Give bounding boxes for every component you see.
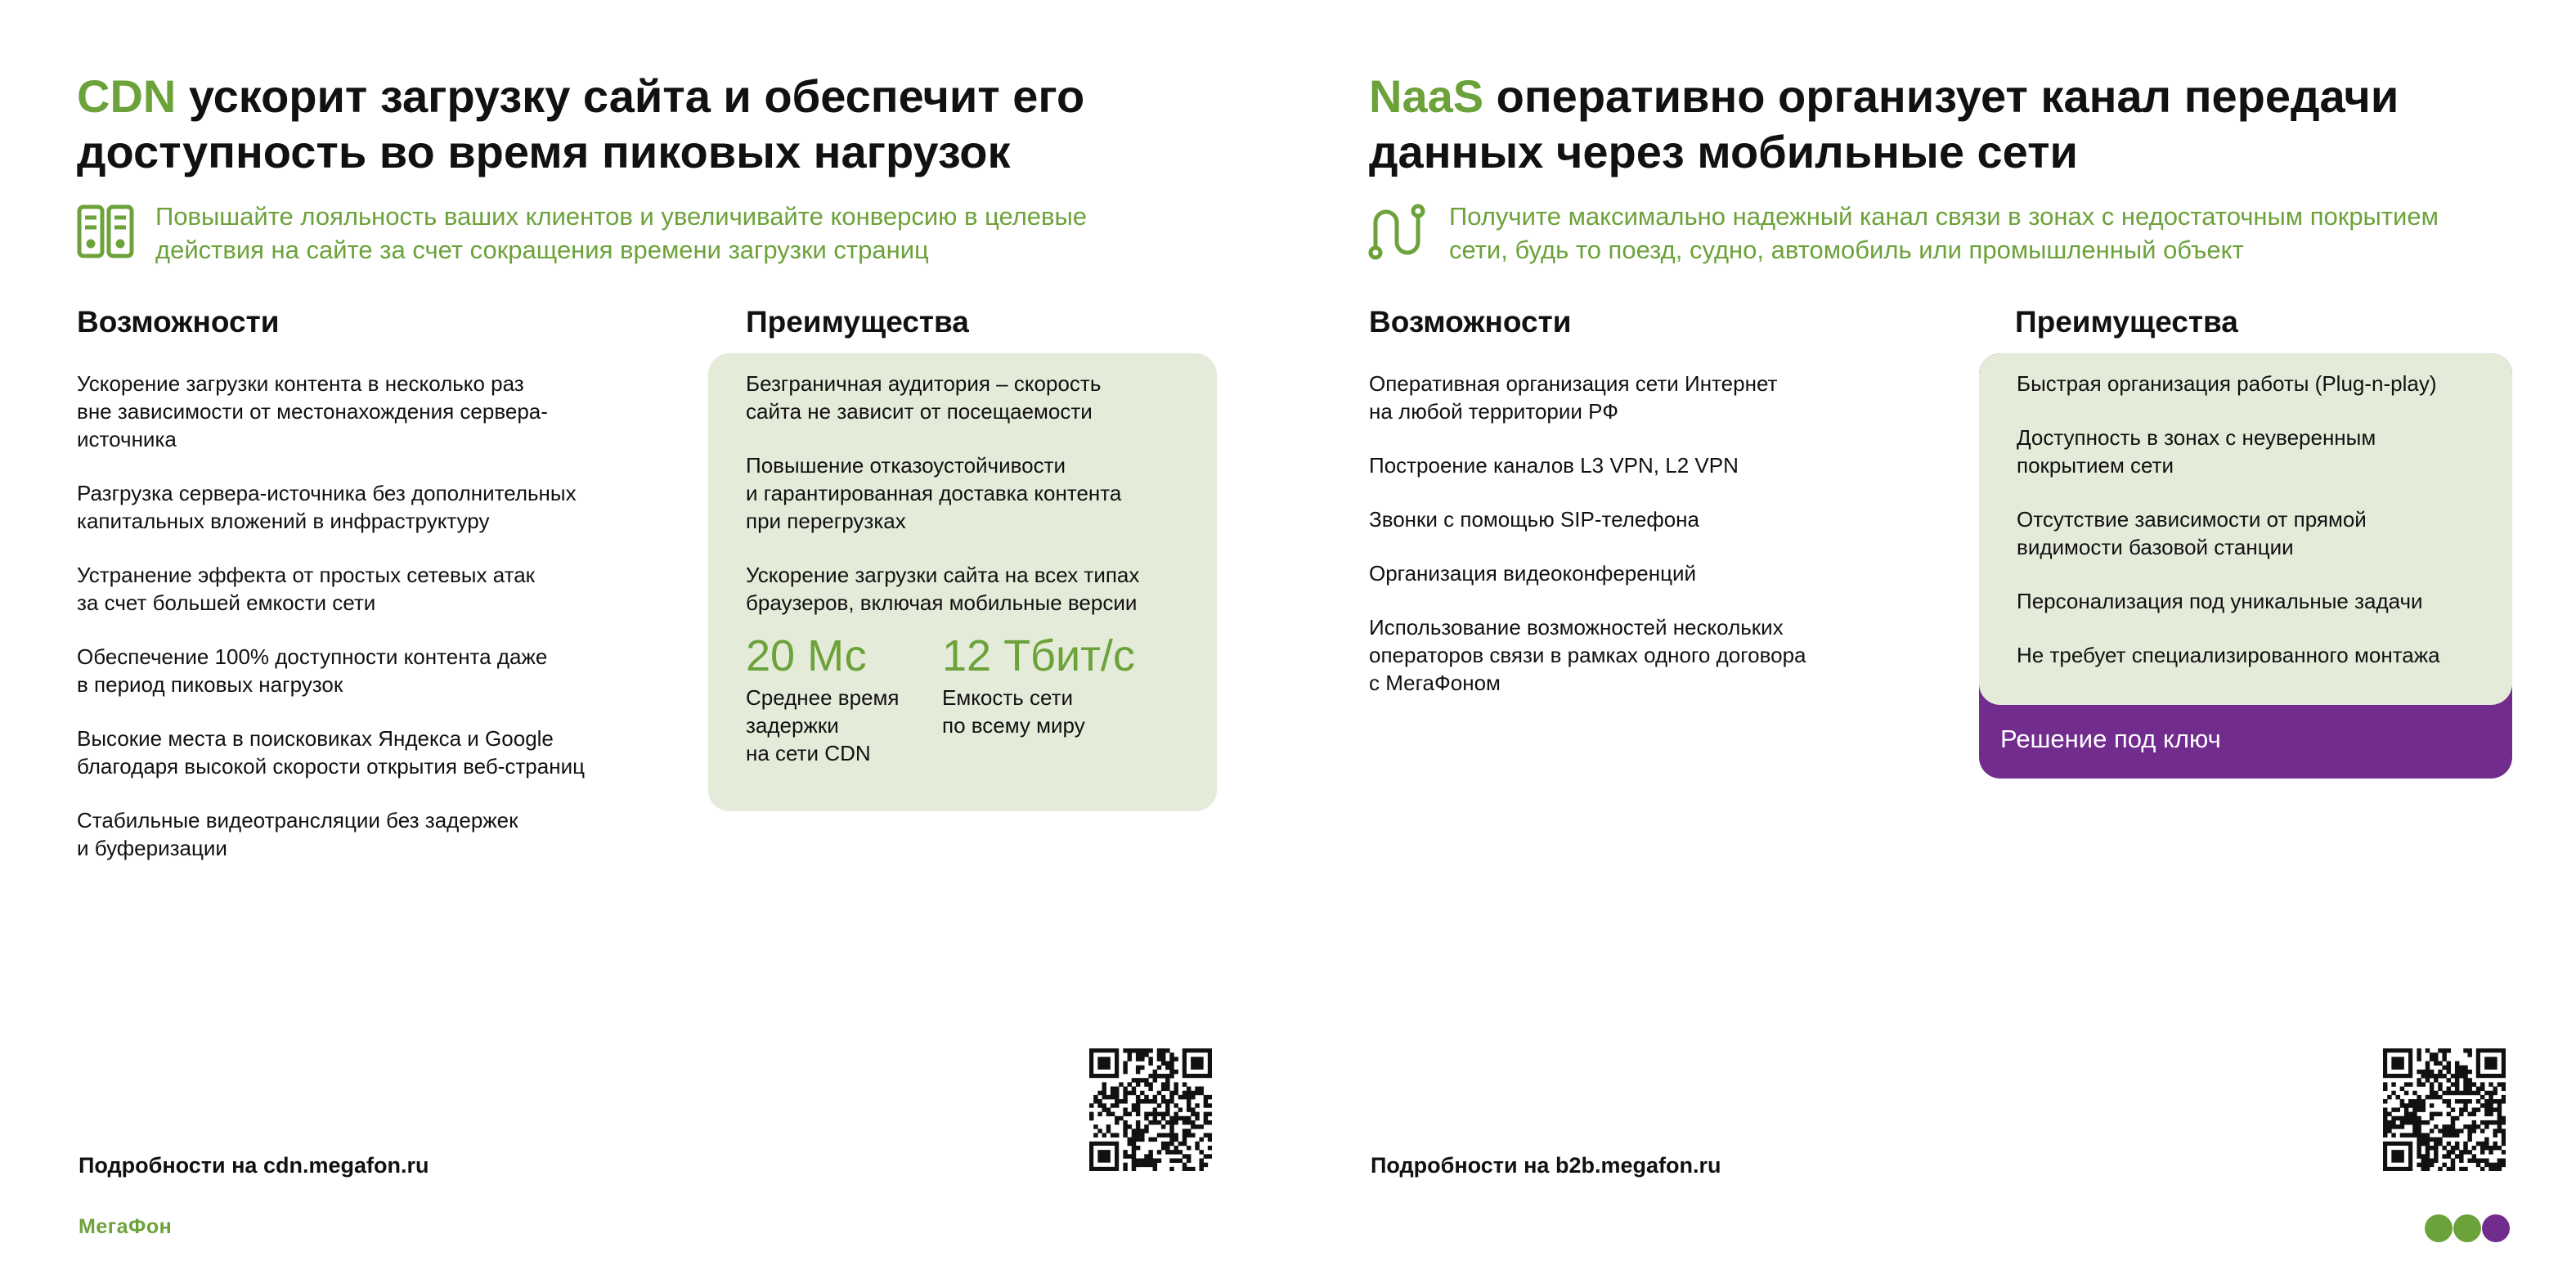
- list-item: Ускорение загрузки сайта на всех типах браузеров, включая мобильные версии: [746, 563, 1140, 615]
- naas-headline-accent: NaaS: [1369, 70, 1484, 122]
- list-item: Разгрузка сервера-источника без дополнительных капитальных вложений в инфраструктуру: [77, 481, 577, 533]
- qr-finder-pattern: [2478, 1051, 2503, 1076]
- cdn-benefits-title: Преимущества: [746, 305, 969, 339]
- stat-capacity-caption: Емкость сети по всему миру: [942, 685, 1085, 738]
- list-item: Отсутствие зависимости от прямой видимости базовой станции: [2017, 507, 2367, 559]
- list-item: Оперативная организация сети Интернет на любой территории РФ: [1369, 371, 1778, 424]
- qr-code-naas: [2383, 1048, 2506, 1171]
- megafon-dots-logo: [2424, 1214, 2512, 1243]
- list-item: Использование возможностей нескольких операторов связи в рамках одного договора с МегаФоном: [1369, 615, 1806, 695]
- qr-finder-pattern: [2385, 1143, 2411, 1169]
- list-item: Доступность в зонах с неуверенным покрытием сети: [2017, 425, 2376, 478]
- server-rack-icon: [77, 204, 134, 258]
- qr-finder-pattern: [1092, 1051, 1117, 1076]
- naas-lead: Получите максимально надежный канал связи в зонах с недостаточным покрытием сети, будь то поезд, судно, автомобиль или промышленный объект: [1449, 202, 2439, 264]
- list-item: Безграничная аудитория – скорость сайта не зависит от посещаемости: [746, 371, 1102, 424]
- naas-features-title: Возможности: [1369, 305, 1572, 339]
- naas-features-list: [1369, 370, 1990, 697]
- list-item: Быстрая организация работы (Plug-n-play): [2017, 371, 2437, 396]
- megafon-logo: МегаФон: [79, 1215, 173, 1238]
- list-item: Персонализация под уникальные задачи: [2017, 589, 2423, 613]
- naas-benefits-card: [1979, 353, 2512, 779]
- list-item: Не требует специализированного монтажа: [2017, 643, 2440, 667]
- qr-finder-pattern: [2385, 1051, 2411, 1076]
- list-item: Построение каналов L3 VPN, L2 VPN: [1369, 453, 1739, 478]
- stat-capacity-value: 12 Тбит/с: [942, 631, 1135, 680]
- list-item: Устранение эффекта от простых сетевых атак за счет большей емкости сети: [77, 563, 536, 615]
- cdn-headline-text: ускорит загрузку сайта и обеспечит его доступность во время пиковых нагрузок: [77, 70, 1085, 177]
- qr-finder-pattern: [1092, 1143, 1117, 1169]
- list-item: Повышение отказоустойчивости и гарантированная доставка контента при перегрузках: [746, 453, 1122, 533]
- list-item: Звонки с помощью SIP-телефона: [1369, 507, 1700, 532]
- naas-headline-text: оперативно организует канал передачи данных через мобильные сети: [1369, 70, 2399, 177]
- cdn-headline: [77, 69, 1254, 180]
- route-icon: [1367, 203, 1429, 262]
- cdn-features-list: [77, 370, 698, 862]
- stat-latency-caption: Среднее время задержки на сети CDN: [746, 685, 900, 765]
- turnkey-label: Решение под ключ: [2000, 725, 2221, 753]
- qr-code-cdn: [1089, 1048, 1212, 1171]
- qr-finder-pattern: [1184, 1051, 1209, 1076]
- naas-headline: [1369, 69, 2547, 180]
- cdn-headline-accent: CDN: [77, 70, 177, 122]
- list-item: Организация видеоконференций: [1369, 561, 1697, 586]
- list-item: Высокие места в поисковиках Яндекса и Google благодаря высокой скорости открытия веб-страниц: [77, 726, 585, 779]
- list-item: Обеспечение 100% доступности контента даже в период пиковых нагрузок: [77, 644, 548, 697]
- stat-latency-value: 20 Мс: [746, 631, 867, 680]
- list-item: Ускорение загрузки контента в несколько раз вне зависимости от местонахождения сервера- источника: [77, 371, 548, 451]
- cdn-features-title: Возможности: [77, 305, 280, 339]
- list-item: Стабильные видеотрансляции без задержек и буферизации: [77, 808, 518, 860]
- cdn-benefits-card: [708, 353, 1217, 811]
- naas-benefits-title: Преимущества: [2015, 305, 2238, 339]
- cdn-lead: Повышайте лояльность ваших клиентов и увеличивайте конверсию в целевые действия на сайте за счет сокращения времени загрузки страниц: [155, 202, 1088, 264]
- cdn-details-link[interactable]: Подробности на cdn.megafon.ru: [79, 1153, 429, 1178]
- naas-details-link[interactable]: Подробности на b2b.megafon.ru: [1371, 1153, 1721, 1178]
